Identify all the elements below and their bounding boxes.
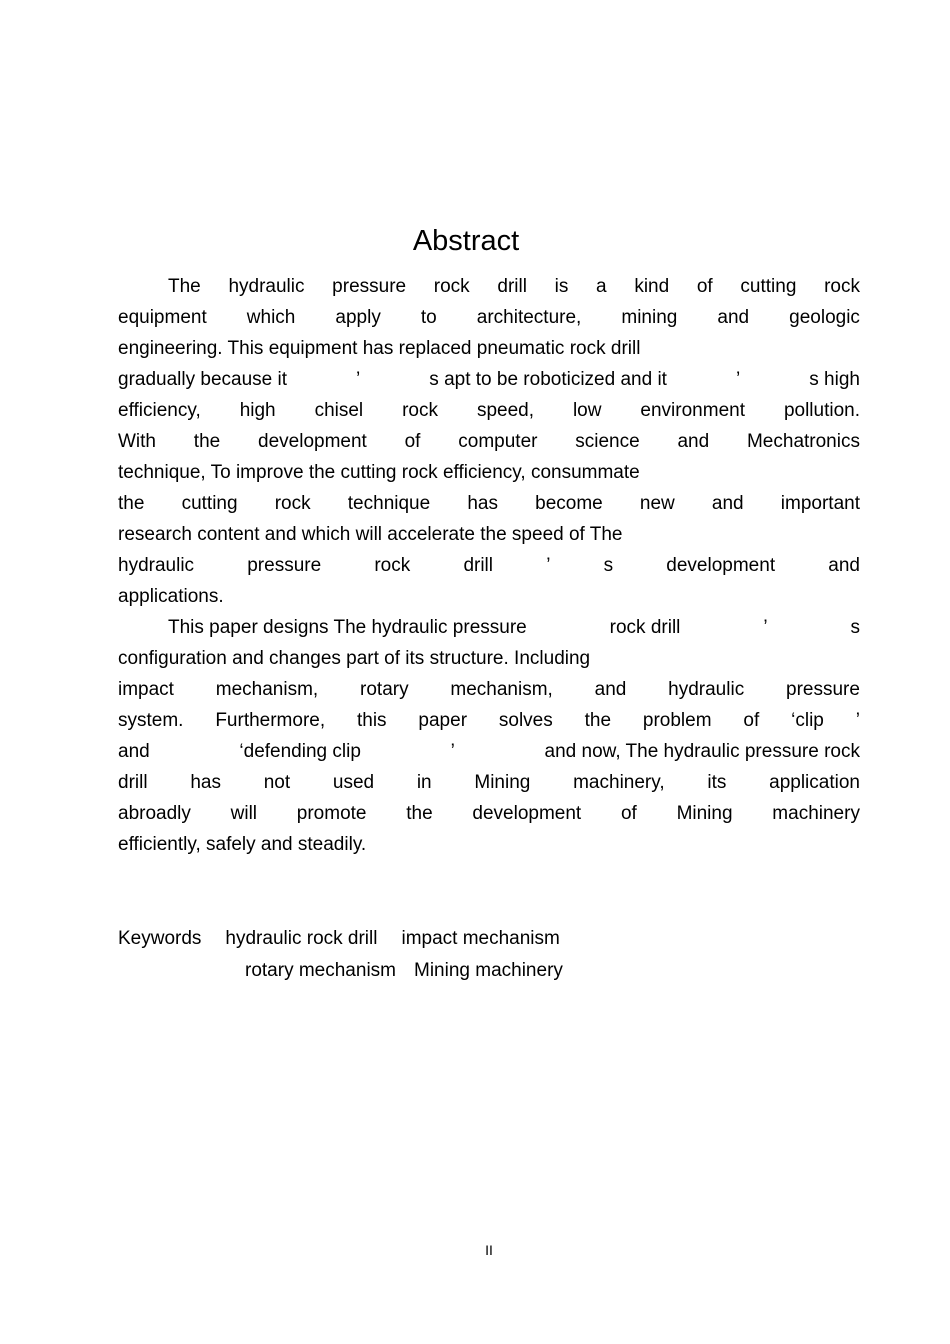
word: low xyxy=(572,400,602,421)
word: high xyxy=(239,400,276,421)
word: ‘clip xyxy=(791,710,824,731)
abstract-body xyxy=(118,271,860,860)
word: a xyxy=(596,276,607,297)
text-line xyxy=(118,767,860,798)
word: ‘defending clip xyxy=(239,741,361,762)
text-line xyxy=(118,488,860,519)
word: Mining xyxy=(676,803,733,824)
word: science xyxy=(575,431,640,452)
text-line xyxy=(118,643,860,674)
text-line xyxy=(118,581,860,612)
word: technique, To improve the cutting rock efficiency, consummate xyxy=(118,462,640,483)
word: rock xyxy=(433,276,470,297)
word: drill xyxy=(463,555,493,576)
word: rock xyxy=(824,276,860,297)
keyword-item: Mining machinery xyxy=(414,960,563,981)
word: problem xyxy=(642,710,712,731)
word: efficiently, safely and steadily. xyxy=(118,834,367,855)
word: development xyxy=(666,555,776,576)
word: cutting xyxy=(181,493,238,514)
word: its xyxy=(707,772,727,793)
word: hydraulic xyxy=(228,276,305,297)
word: paper xyxy=(418,710,468,731)
word: gradually because it xyxy=(118,369,287,390)
word: geologic xyxy=(789,307,860,328)
word: this xyxy=(356,710,387,731)
keyword-item: hydraulic rock drill xyxy=(225,928,378,949)
word: new xyxy=(639,493,675,514)
word: the xyxy=(193,431,221,452)
abstract-title: Abstract xyxy=(412,225,520,257)
text-line xyxy=(118,271,860,302)
word: equipment xyxy=(118,307,207,328)
keyword-item: rotary mechanism xyxy=(245,960,396,981)
word: research content and which will accelerate the speed of The xyxy=(118,524,623,545)
word: technique xyxy=(347,493,431,514)
keywords-row-1 xyxy=(118,923,563,955)
word: of xyxy=(743,710,760,731)
paragraph xyxy=(118,271,860,612)
word: With xyxy=(118,431,156,452)
word: apply xyxy=(335,307,381,328)
word: and xyxy=(118,741,150,762)
word: become xyxy=(535,493,603,514)
word: has xyxy=(190,772,221,793)
text-line xyxy=(118,457,860,488)
word: s xyxy=(850,617,860,638)
word: The xyxy=(168,276,201,297)
word: hydraulic xyxy=(118,555,195,576)
word: rock xyxy=(374,555,411,576)
word: Mining xyxy=(474,772,531,793)
word: the xyxy=(406,803,433,824)
paragraph xyxy=(118,612,860,860)
word: s apt to be roboticized and it xyxy=(429,369,667,390)
word: used xyxy=(332,772,375,793)
word: cutting xyxy=(740,276,797,297)
word: Mechatronics xyxy=(746,431,860,452)
word: and xyxy=(594,679,627,700)
word: efficiency, xyxy=(118,400,201,421)
word: mechanism, xyxy=(450,679,553,700)
word: impact xyxy=(118,679,174,700)
word: drill xyxy=(497,276,527,297)
text-line xyxy=(118,519,860,550)
text-line xyxy=(118,705,860,736)
word: Furthermore, xyxy=(215,710,326,731)
text-line xyxy=(118,829,860,860)
word: system. xyxy=(118,710,184,731)
word: s high xyxy=(809,369,860,390)
word: ’ xyxy=(546,555,551,576)
word: and xyxy=(828,555,860,576)
word: has xyxy=(467,493,498,514)
word: machinery xyxy=(772,803,860,824)
word: to xyxy=(420,307,437,328)
word: is xyxy=(554,276,569,297)
word: ’ xyxy=(356,369,361,390)
word: and xyxy=(711,493,744,514)
word: ’ xyxy=(450,741,455,762)
word: ’ xyxy=(855,710,860,731)
word: mechanism, xyxy=(215,679,319,700)
word: and now, The hydraulic pressure rock xyxy=(544,741,860,762)
word: ’ xyxy=(735,369,741,390)
word: the xyxy=(118,493,145,514)
word: pressure xyxy=(247,555,322,576)
word: computer xyxy=(458,431,538,452)
word: application xyxy=(769,772,860,793)
word: rock drill xyxy=(609,617,681,638)
keywords-label: Keywords xyxy=(118,928,202,949)
word: of xyxy=(404,431,421,452)
text-line xyxy=(118,302,860,333)
text-line xyxy=(118,798,860,829)
word: kind xyxy=(634,276,670,297)
word: solves xyxy=(498,710,553,731)
word: of xyxy=(620,803,637,824)
keywords-section xyxy=(118,923,563,987)
word: abroadly xyxy=(118,803,191,824)
word: machinery, xyxy=(573,772,665,793)
word: and xyxy=(677,431,710,452)
word: pollution. xyxy=(783,400,860,421)
word: in xyxy=(416,772,432,793)
word: architecture, xyxy=(476,307,582,328)
word: rotary xyxy=(360,679,409,700)
text-line xyxy=(118,395,860,426)
word: mining xyxy=(621,307,678,328)
keywords-row-2 xyxy=(118,955,563,987)
word: development xyxy=(258,431,367,452)
text-line xyxy=(118,333,860,364)
word: rock xyxy=(274,493,311,514)
word: ’ xyxy=(763,617,768,638)
word: environment xyxy=(640,400,745,421)
text-line xyxy=(118,736,860,767)
word: chisel xyxy=(314,400,364,421)
word: pressure xyxy=(332,276,407,297)
word: speed, xyxy=(476,400,534,421)
word: not xyxy=(263,772,291,793)
text-line xyxy=(118,550,860,581)
text-line xyxy=(118,612,860,643)
text-line xyxy=(118,364,860,395)
word: applications. xyxy=(118,586,224,607)
word: drill xyxy=(118,772,148,793)
word: and xyxy=(717,307,750,328)
keyword-item: impact mechanism xyxy=(401,928,560,949)
word: pressure xyxy=(786,679,860,700)
word: rock xyxy=(402,400,438,421)
word: hydraulic xyxy=(668,679,745,700)
word: of xyxy=(696,276,713,297)
word: important xyxy=(780,493,860,514)
word: s xyxy=(603,555,614,576)
word: the xyxy=(584,710,612,731)
word: development xyxy=(472,803,582,824)
page-number: II xyxy=(485,1242,493,1258)
word: which xyxy=(246,307,296,328)
word: configuration and changes part of its structure. Including xyxy=(118,648,591,669)
word: engineering. This equipment has replaced pneumatic rock drill xyxy=(118,338,641,359)
word: will xyxy=(230,803,258,824)
text-line xyxy=(118,674,860,705)
word: promote xyxy=(296,803,367,824)
word: This paper designs The hydraulic pressure xyxy=(168,617,527,638)
text-line xyxy=(118,426,860,457)
